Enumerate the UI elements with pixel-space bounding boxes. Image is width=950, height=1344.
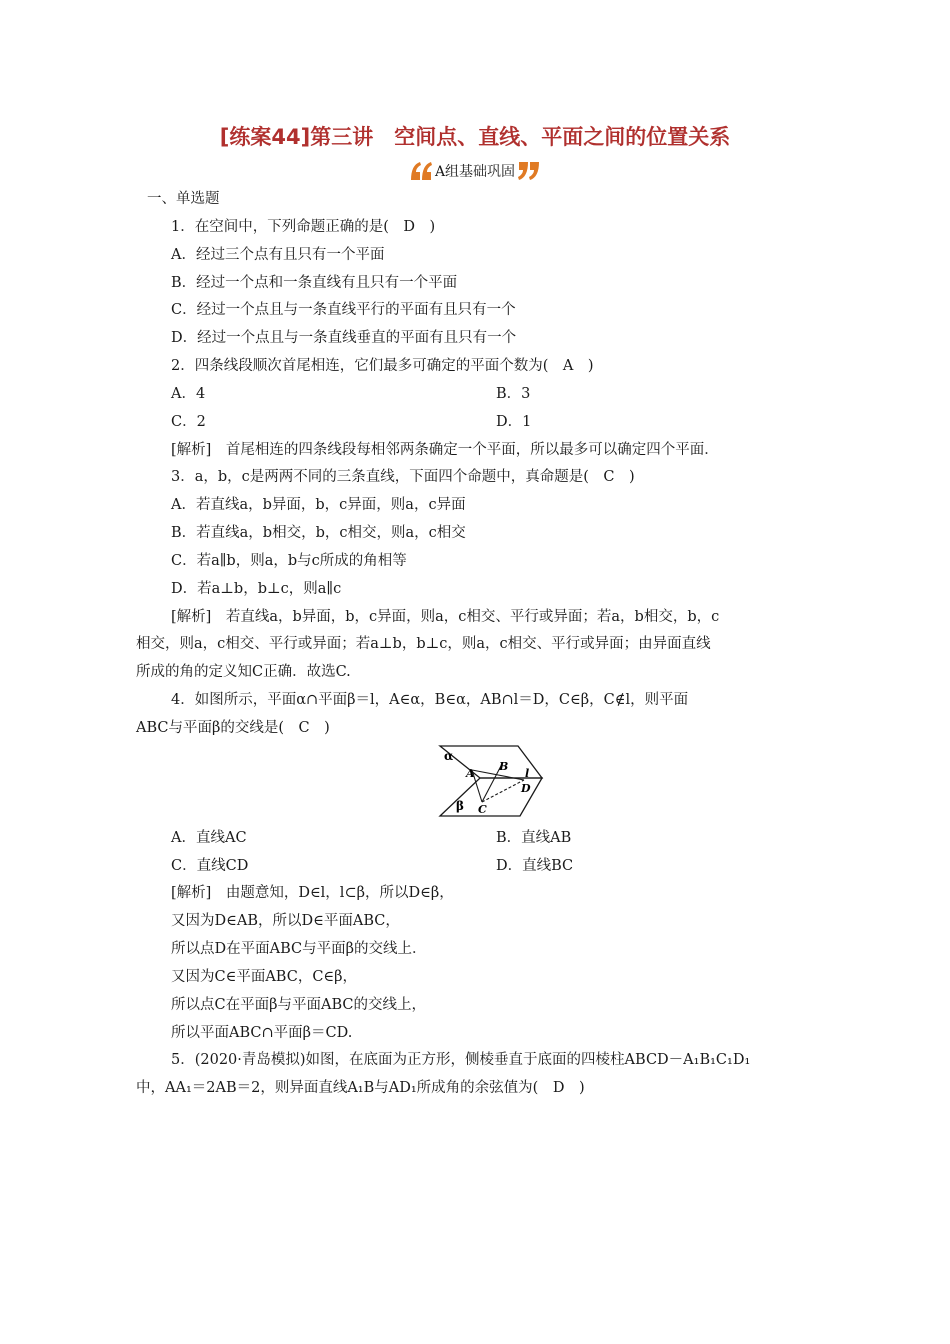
label-alpha: α [444,749,454,763]
q1-option-c: C．经过一个点且与一条直线平行的平面有且只有一个 [171,302,516,318]
q3-analysis-line-3: 所成的角的定义知C正确．故选C. [136,664,351,680]
label-beta: β [456,799,464,813]
q2-option-a: A．4 [171,386,206,402]
group-label: A组基础巩固 [434,164,516,180]
q1-option-a: A．经过三个点有且只有一个平面 [171,247,385,263]
q2-option-b: B．3 [496,386,531,402]
q3-option-a: A．若直线a，b异面，b，c异面，则a，c异面 [171,497,466,513]
q2-option-c: C．2 [171,414,206,430]
q2-analysis: [解析] 首尾相连的四条线段每相邻两条确定一个平面，所以最多可以确定四个平面． [171,442,719,458]
q4-option-c: C．直线CD [171,858,249,874]
q4-analysis-line-2: 又因为D∈AB，所以D∈平面ABC， [171,913,400,929]
q5-stem-line-1: 5．(2020·青岛模拟)如图，在底面为正方形，侧棱垂直于底面的四棱柱ABCD－A₁B₁C₁D₁ [171,1052,751,1068]
q3-option-b: B．若直线a，b相交，b，c相交，则a，c相交 [171,525,466,541]
q3-option-d: D．若a⊥b，b⊥c，则a∥c [171,581,342,597]
q3-analysis-line-1: [解析] 若直线a，b异面，b，c异面，则a，c相交、平行或异面；若a，b相交，b，c [171,609,720,625]
label-c: C [478,803,487,816]
label-a: A [466,767,475,780]
planes-figure [436,744,546,820]
q2-stem: 2．四条线段顺次首尾相连，它们最多可确定的平面个数为( A ) [171,358,594,374]
section-heading: 一、单选题 [147,191,220,207]
q1-stem: 1．在空间中，下列命题正确的是( D ) [171,219,436,235]
q4-option-a: A．直线AC [171,830,247,846]
q4-stem-line-2: ABC与平面β的交线是( C ) [136,720,330,736]
q4-analysis-line-1: [解析] 由题意知，D∈l，l⊂β，所以D∈β， [171,885,454,901]
q4-option-d: D．直线BC [496,858,574,874]
group-header [0,158,950,184]
label-l: l [525,767,530,780]
q2-option-d: D．1 [496,414,532,430]
q3-option-c: C．若a∥b，则a，b与c所成的角相等 [171,553,407,569]
q4-option-b: B．直线AB [496,830,572,846]
q1-option-d: D．经过一个点且与一条直线垂直的平面有且只有一个 [171,330,517,346]
q4-analysis-line-3: 所以点D在平面ABC与平面β的交线上． [171,941,427,957]
label-b: B [499,760,509,773]
q1-option-b: B．经过一个点和一条直线有且只有一个平面 [171,275,458,291]
q4-analysis-line-6: 所以平面ABC∩平面β＝CD. [171,1025,353,1041]
q4-analysis-line-5: 所以点C在平面β与平面ABC的交线上， [171,997,426,1013]
close-quote-icon [517,160,541,182]
open-quote-icon [409,160,433,182]
q3-analysis-line-2: 相交，则a，c相交、平行或异面；若a⊥b，b⊥c，则a，c相交、平行或异面；由异面直线 [136,636,711,652]
page-title: [练案44]第三讲 空间点、直线、平面之间的位置关系 [219,125,731,149]
q3-stem: 3．a，b，c是两两不同的三条直线，下面四个命题中，真命题是( C ) [171,469,635,485]
q5-stem-line-2: 中，AA₁＝2AB＝2，则异面直线A₁B与AD₁所成角的余弦值为( D ) [136,1080,585,1096]
q4-stem-line-1: 4．如图所示，平面α∩平面β＝l，A∈α，B∈α，AB∩l＝D，C∈β，C∉l，则平面 [171,692,689,708]
label-d: D [521,782,531,795]
q4-analysis-line-4: 又因为C∈平面ABC，C∈β， [171,969,358,985]
